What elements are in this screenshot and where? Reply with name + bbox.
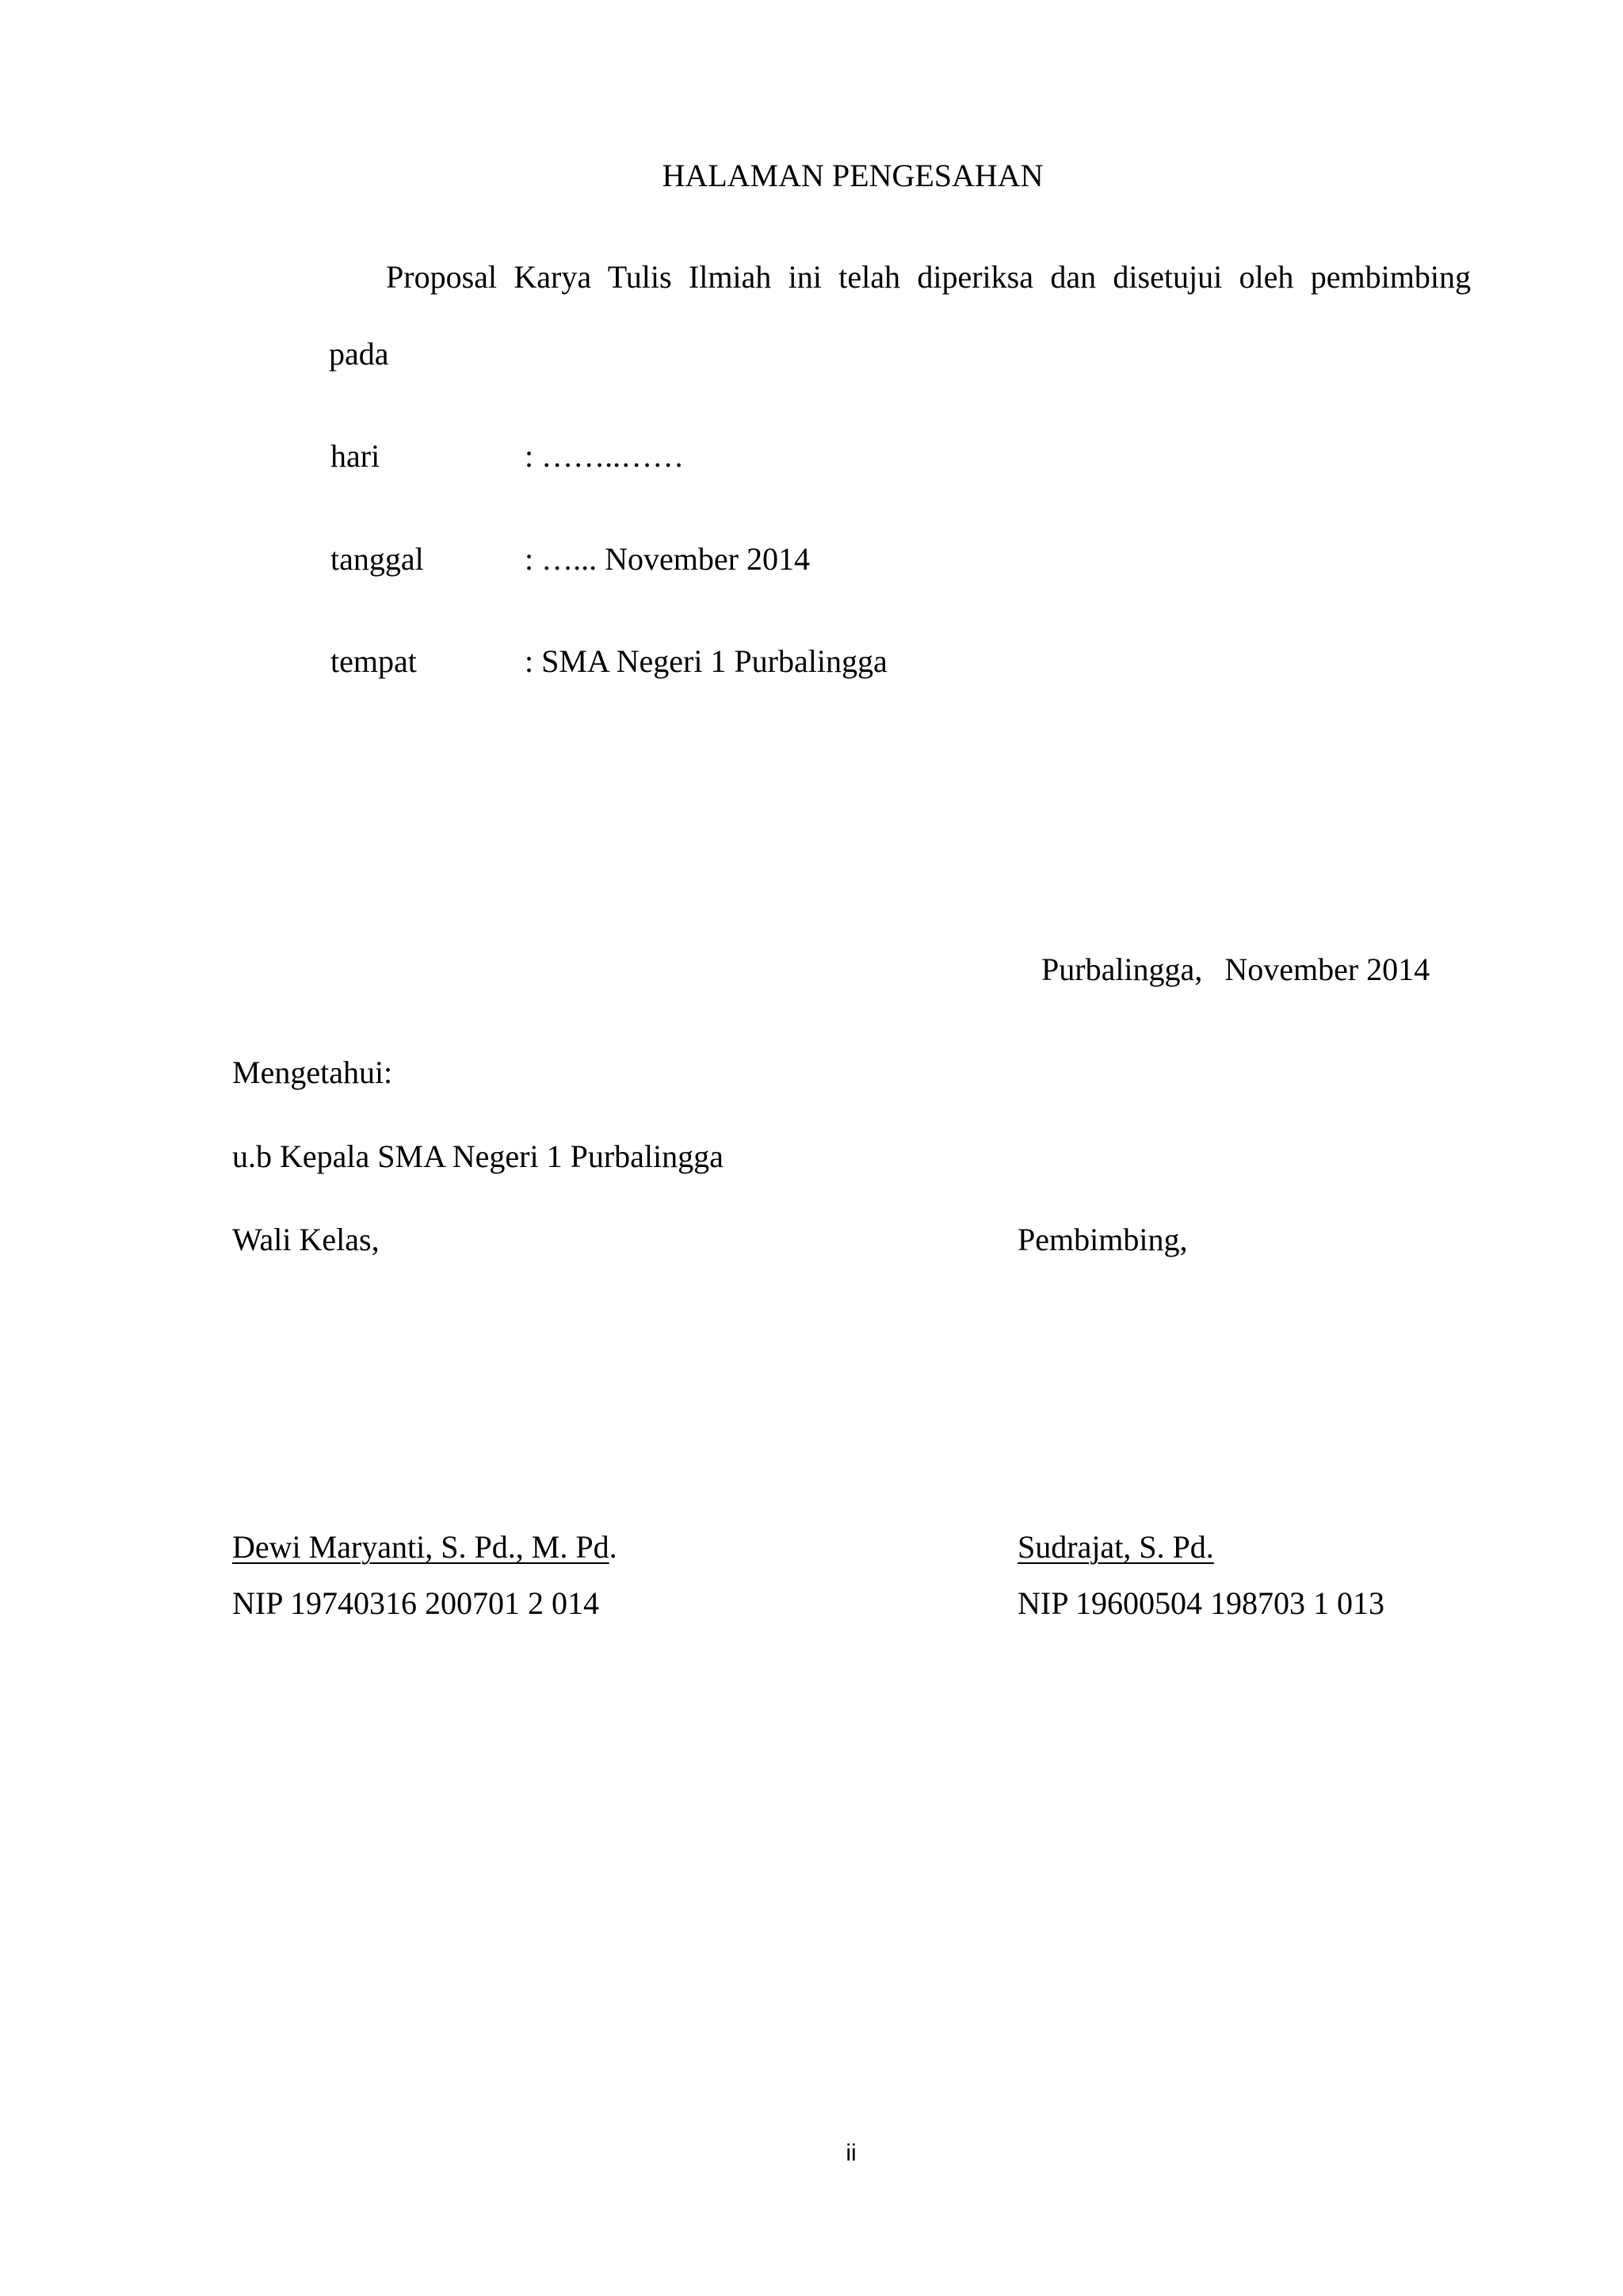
left-signatory-name-suffix: .	[609, 1529, 617, 1565]
page-number: ii	[846, 2140, 857, 2166]
page-title: HALAMAN PENGESAHAN	[662, 158, 1044, 193]
place-text: Purbalingga,	[1041, 952, 1203, 987]
right-signatory-nip: NIP 19600504 198703 1 013	[1018, 1585, 1384, 1621]
field-label-hari: hari	[330, 438, 380, 474]
approval-paragraph-line-2: pada	[329, 336, 389, 372]
field-value-tanggal: : …... November 2014	[525, 541, 810, 577]
field-label-tempat: tempat	[330, 643, 417, 679]
place-and-date	[1041, 951, 1430, 989]
on-behalf-label: u.b Kepala SMA Negeri 1 Purbalingga	[232, 1138, 724, 1174]
acknowledge-label: Mengetahui:	[232, 1055, 393, 1090]
right-signatory-name: Sudrajat, S. Pd.	[1018, 1529, 1214, 1565]
right-signatory-role: Pembimbing,	[1018, 1222, 1188, 1257]
field-label-tanggal: tanggal	[330, 541, 424, 577]
field-value-hari: : ……..……	[525, 438, 685, 474]
left-signatory-name: Dewi Maryanti, S. Pd., M. Pd	[232, 1529, 609, 1565]
left-signatory-role: Wali Kelas,	[232, 1222, 380, 1257]
right-signatory-name-line	[1018, 1528, 1214, 1566]
date-text: November 2014	[1224, 952, 1430, 987]
left-signatory-nip: NIP 19740316 200701 2 014	[232, 1585, 599, 1621]
field-value-tempat: : SMA Negeri 1 Purbalingga	[525, 643, 888, 679]
approval-paragraph-line-1: Proposal Karya Tulis Ilmiah ini telah diperiksa dan disetujui oleh pembimbing	[386, 259, 1471, 295]
left-signatory-name-line	[232, 1528, 617, 1566]
